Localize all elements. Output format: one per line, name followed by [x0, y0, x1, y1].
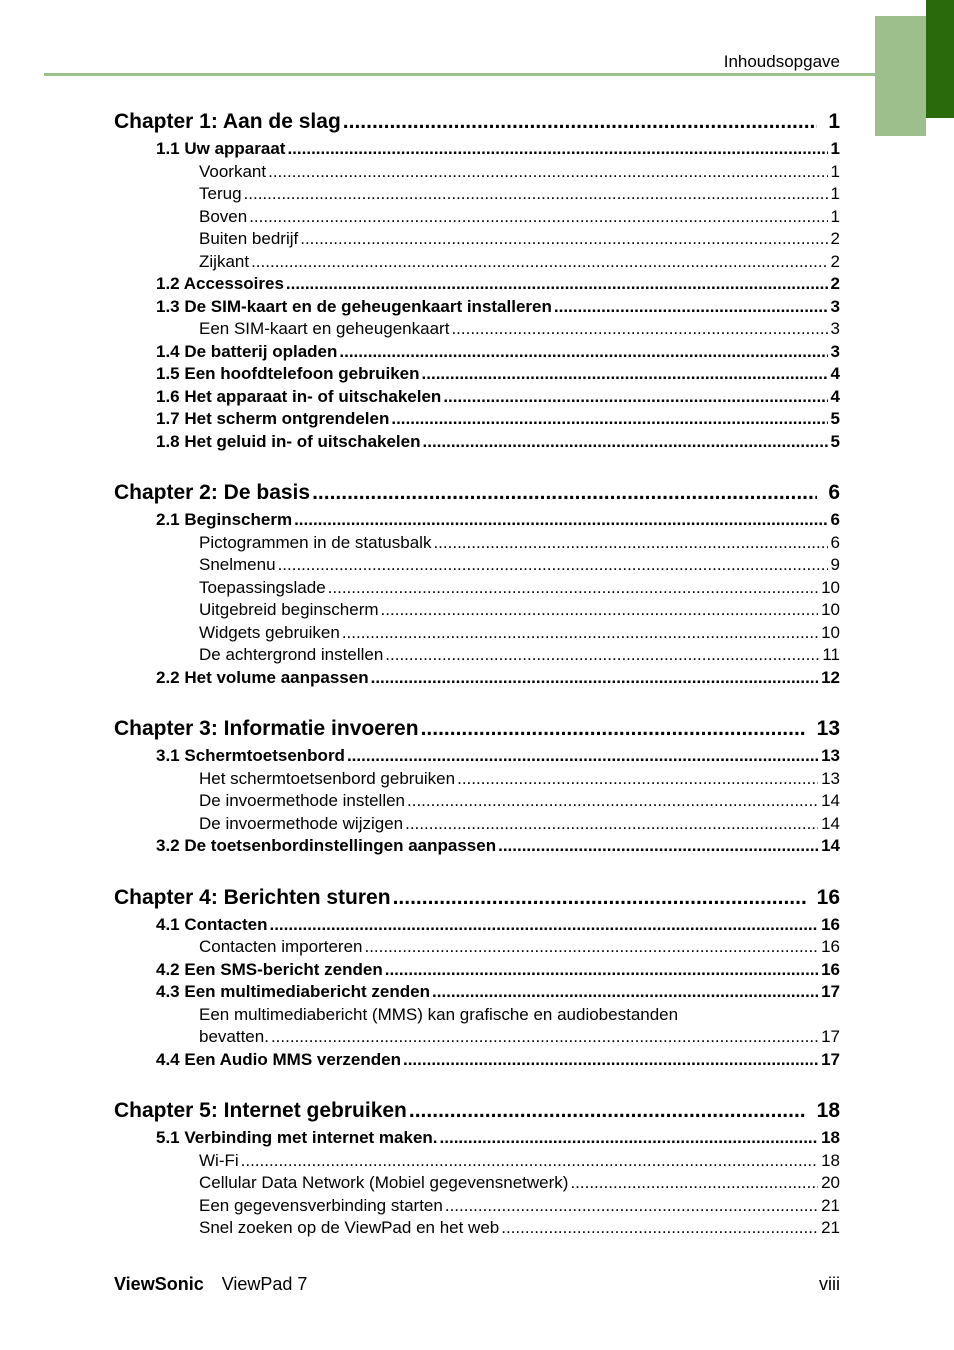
toc-section[interactable]: [114, 745, 840, 768]
toc-subsection[interactable]: [114, 183, 840, 206]
toc-subsection-leader: [445, 1195, 818, 1218]
toc-subsection[interactable]: [114, 554, 840, 577]
toc-section[interactable]: [114, 431, 840, 454]
toc-section[interactable]: [114, 835, 840, 858]
toc-subsection-page: 1: [830, 161, 840, 181]
toc-subsection-title: Boven: [199, 206, 248, 226]
toc-section-leader: [554, 296, 828, 319]
toc-subsection-page: 10: [821, 622, 840, 642]
toc-subsection[interactable]: [114, 577, 840, 600]
toc-subsection-page: 18: [821, 1150, 840, 1170]
toc-subsection[interactable]: [114, 1217, 840, 1240]
toc-subsection-leader: [278, 554, 828, 577]
toc-subsection-title: Een gegevensverbinding starten: [199, 1195, 443, 1215]
toc-chapter[interactable]: [114, 717, 840, 741]
toc-section-leader: [432, 981, 818, 1004]
toc-section-leader: [287, 138, 827, 161]
toc-subsection[interactable]: [114, 622, 840, 645]
toc-subsection-leader: [268, 161, 827, 184]
toc-subsection-title: bevatten.: [199, 1027, 269, 1046]
toc-subsection-page: 10: [821, 600, 840, 619]
toc-section[interactable]: [114, 1049, 840, 1072]
chapter-spacer: [114, 858, 840, 886]
toc-chapter[interactable]: [114, 886, 840, 910]
toc-section-page: 16: [821, 914, 840, 934]
toc-chapter-leader: [421, 717, 806, 741]
toc-subsection-leader: [244, 183, 828, 206]
page-footer: [114, 1274, 840, 1295]
toc-section-title: 3.2 De toetsenbordinstellingen aanpassen: [156, 836, 497, 855]
toc-chapter-page: 13: [816, 717, 840, 740]
toc-section[interactable]: [114, 341, 840, 364]
toc-subsection-page: 14: [821, 791, 840, 810]
toc-section-leader: [371, 667, 818, 690]
toc-subsection-page: 10: [821, 577, 840, 597]
corner-tab-light: [875, 16, 926, 136]
toc-subsection-page: 21: [821, 1218, 840, 1237]
toc-subsection-title: Uitgebreid beginscherm: [199, 600, 379, 619]
toc-section-page: 5: [830, 409, 840, 428]
toc-chapter-title: Chapter 4: Berichten sturen: [114, 885, 391, 909]
toc-subsection-leader: [251, 251, 827, 274]
toc-subsection[interactable]: [114, 251, 840, 274]
toc-subsection-page: 11: [822, 645, 840, 664]
toc-section-page: 1: [830, 139, 840, 158]
toc-section-leader: [403, 1049, 818, 1072]
toc-subsection-page: 2: [830, 229, 840, 248]
toc-subsection-leader: [241, 1150, 818, 1173]
chapter-spacer: [114, 689, 840, 717]
toc-chapter-page: 18: [816, 1099, 840, 1122]
toc-subsection-leader: [300, 228, 827, 251]
toc-subsection-title: Wi-Fi: [199, 1150, 239, 1170]
toc-subsection-page: 1: [830, 206, 840, 226]
toc-section-page: 4: [830, 386, 840, 406]
toc-chapter-title: Chapter 5: Internet gebruiken: [114, 1099, 407, 1122]
toc-section[interactable]: [114, 296, 840, 319]
corner-tab-dark: [926, 0, 954, 118]
toc-subsection-title: De invoermethode instellen: [199, 791, 406, 810]
toc-chapter-leader: [409, 1099, 806, 1123]
toc-section[interactable]: [114, 363, 840, 386]
toc-subsection-page: 3: [830, 319, 840, 338]
toc-subsection-title: Snelmenu: [199, 555, 276, 574]
toc-section-title: 1.6 Het apparaat in- of uitschakelen: [156, 386, 442, 406]
toc-subsection[interactable]: [114, 936, 840, 959]
toc-subsection-leader: [405, 813, 818, 836]
toc-subsection[interactable]: [114, 1150, 840, 1173]
toc-chapter-page: 1: [828, 110, 840, 133]
toc-section-title: 5.1 Verbinding met internet maken.: [156, 1128, 438, 1147]
toc-section-leader: [294, 509, 827, 532]
toc-subsection-leader: [385, 644, 819, 667]
toc-subsection-leader: [249, 206, 827, 229]
toc-subsection-leader: [433, 532, 827, 555]
toc-section-title: 4.1 Contacten: [156, 914, 268, 934]
toc-section[interactable]: [114, 1127, 840, 1150]
toc-chapter-title: Chapter 3: Informatie invoeren: [114, 717, 419, 740]
header-rule: [44, 73, 875, 76]
toc-section-title: 2.2 Het volume aanpassen: [156, 667, 369, 687]
header-title: Inhoudsopgave: [723, 52, 840, 71]
chapter-spacer: [114, 453, 840, 481]
toc-section-leader: [422, 363, 828, 386]
toc-section-leader: [339, 341, 827, 364]
toc-section-title: 4.4 Een Audio MMS verzenden: [156, 1049, 401, 1069]
toc-section[interactable]: [114, 138, 840, 161]
toc-section-leader: [443, 386, 827, 409]
toc-subsection-page: 6: [830, 532, 840, 552]
toc-subsection-leader: [407, 790, 818, 813]
toc-section-leader: [269, 914, 818, 937]
toc-section-leader: [440, 1127, 819, 1150]
toc-section-title: 1.1 Uw apparaat: [156, 139, 286, 158]
toc-section-title: 1.8 Het geluid in- of uitschakelen: [156, 431, 421, 451]
toc-chapter-leader: [393, 886, 806, 910]
toc-section[interactable]: [114, 386, 840, 409]
toc-subsection-leader: [271, 1026, 818, 1049]
footer-page-number: viii: [819, 1274, 840, 1294]
toc-section-page: 17: [821, 1049, 840, 1069]
toc-subsection-page: 16: [821, 937, 840, 956]
toc-subsection-title: Het schermtoetsenbord gebruiken: [199, 768, 456, 788]
toc-section[interactable]: [114, 959, 840, 982]
toc-section-leader: [347, 745, 818, 768]
toc-section-page: 5: [830, 431, 840, 451]
toc-section[interactable]: [114, 981, 840, 1004]
toc-chapter-title: Chapter 1: Aan de slag: [114, 110, 341, 133]
toc-subsection-title: Een SIM-kaart en geheugenkaart: [199, 319, 450, 338]
toc-section-page: 14: [821, 836, 840, 855]
toc-section-title: 3.1 Schermtoetsenbord: [156, 746, 345, 765]
toc-subsection[interactable]: [114, 813, 840, 836]
toc-subsection-title: Buiten bedrijf: [199, 229, 299, 248]
toc-subsection-title: De achtergrond instellen: [199, 645, 384, 664]
toc-subsection[interactable]: [114, 532, 840, 555]
toc-section-title: 1.5 Een hoofdtelefoon gebruiken: [156, 364, 420, 383]
footer-product: ViewPad 7: [221, 1274, 308, 1294]
footer-left: [114, 1274, 307, 1295]
toc-section-page: 3: [830, 296, 840, 316]
toc-subsection[interactable]: [114, 599, 840, 622]
toc-subsection[interactable]: [114, 1026, 840, 1049]
toc-subsection[interactable]: [114, 768, 840, 791]
toc-subsection-title: Zijkant: [199, 251, 250, 271]
toc-subsection-page: 1: [830, 184, 840, 203]
toc-section-title: 2.1 Beginscherm: [156, 510, 293, 529]
toc-section-leader: [498, 835, 818, 858]
toc-subsection-leader: [342, 622, 818, 645]
toc-section-leader: [286, 273, 828, 296]
toc-section-page: 3: [830, 341, 840, 361]
toc-subsection-title: Toepassingslade: [199, 577, 326, 597]
footer-brand: ViewSonic: [114, 1274, 204, 1294]
toc-subsection-page: 20: [821, 1173, 840, 1192]
toc-section-page: 18: [821, 1128, 840, 1147]
toc-subsection-page: 21: [821, 1195, 840, 1215]
toc-subsection[interactable]: [114, 1195, 840, 1218]
toc-section-title: 4.2 Een SMS-bericht zenden: [156, 959, 383, 979]
toc-subsection[interactable]: [114, 206, 840, 229]
toc-section-page: 12: [821, 667, 840, 687]
toc-section-page: 2: [830, 274, 840, 293]
toc-subsection-title: De invoermethode wijzigen: [199, 813, 404, 833]
toc-chapter-title: Chapter 2: De basis: [114, 481, 311, 504]
toc-chapter-leader: [312, 481, 817, 505]
toc-section-leader: [385, 959, 818, 982]
toc-chapter[interactable]: [114, 1099, 840, 1123]
toc-subsection-title: Snel zoeken op de ViewPad en het web: [199, 1218, 500, 1237]
toc-subsection-page: 9: [830, 555, 840, 574]
toc-subsection-page: 13: [821, 768, 840, 788]
toc-subsection-line[interactable]: Een multimediabericht (MMS) kan grafische en audiobestanden: [199, 1004, 679, 1024]
toc-section[interactable]: [114, 273, 840, 296]
toc-subsection-title: Voorkant: [199, 161, 267, 181]
toc-section-title: 1.3 De SIM-kaart en de geheugenkaart installeren: [156, 296, 552, 316]
toc-subsection[interactable]: [114, 318, 840, 341]
toc-subsection[interactable]: [114, 790, 840, 813]
toc-subsection-leader: [381, 599, 819, 622]
toc-section[interactable]: [114, 509, 840, 532]
toc-chapter[interactable]: [114, 110, 840, 134]
toc-chapter-leader: [343, 110, 818, 134]
toc-section-title: 4.3 Een multimediabericht zenden: [156, 982, 430, 1001]
toc-section[interactable]: [114, 408, 840, 431]
toc-subsection-title: Terug: [199, 184, 242, 203]
toc-subsection-page: 14: [821, 813, 840, 833]
toc-subsection-leader: [364, 936, 818, 959]
toc-subsection-page: 17: [821, 1027, 840, 1046]
toc-subsection-leader: [570, 1172, 818, 1195]
toc-section-page: 17: [821, 982, 840, 1001]
toc-subsection-title: Contacten importeren: [199, 937, 363, 956]
toc-subsection-leader: [501, 1217, 818, 1240]
toc-subsection-leader: [328, 577, 818, 600]
toc-chapter-page: 16: [816, 885, 840, 909]
toc-section[interactable]: [114, 667, 840, 690]
toc-chapter[interactable]: [114, 481, 840, 505]
toc-chapter-page: 6: [828, 481, 840, 504]
toc-section-page: 4: [830, 364, 840, 383]
toc-section[interactable]: [114, 914, 840, 937]
toc-subsection[interactable]: [114, 228, 840, 251]
toc-section-title: 1.7 Het scherm ontgrendelen: [156, 409, 390, 428]
toc-section-title: 1.2 Accessoires: [156, 274, 284, 293]
toc-section-page: 6: [830, 510, 840, 529]
toc-section-title: 1.4 De batterij opladen: [156, 341, 338, 361]
toc-section-leader: [423, 431, 828, 454]
toc-subsection[interactable]: [114, 644, 840, 667]
toc-subsection-title: Pictogrammen in de statusbalk: [199, 532, 432, 552]
toc-section-leader: [391, 408, 827, 431]
toc-subsection-leader: [457, 768, 818, 791]
toc-subsection[interactable]: [114, 161, 840, 184]
table-of-contents: [114, 108, 840, 1240]
toc-subsection-title: Cellular Data Network (Mobiel gegevensnetwerk): [199, 1173, 569, 1192]
toc-section-page: 13: [821, 746, 840, 765]
toc-subsection-title: Widgets gebruiken: [199, 622, 340, 642]
toc-section-page: 16: [821, 959, 840, 979]
chapter-spacer: [114, 1071, 840, 1099]
toc-subsection-leader: [451, 318, 827, 341]
toc-subsection-page: 2: [830, 251, 840, 271]
toc-subsection[interactable]: [114, 1172, 840, 1195]
